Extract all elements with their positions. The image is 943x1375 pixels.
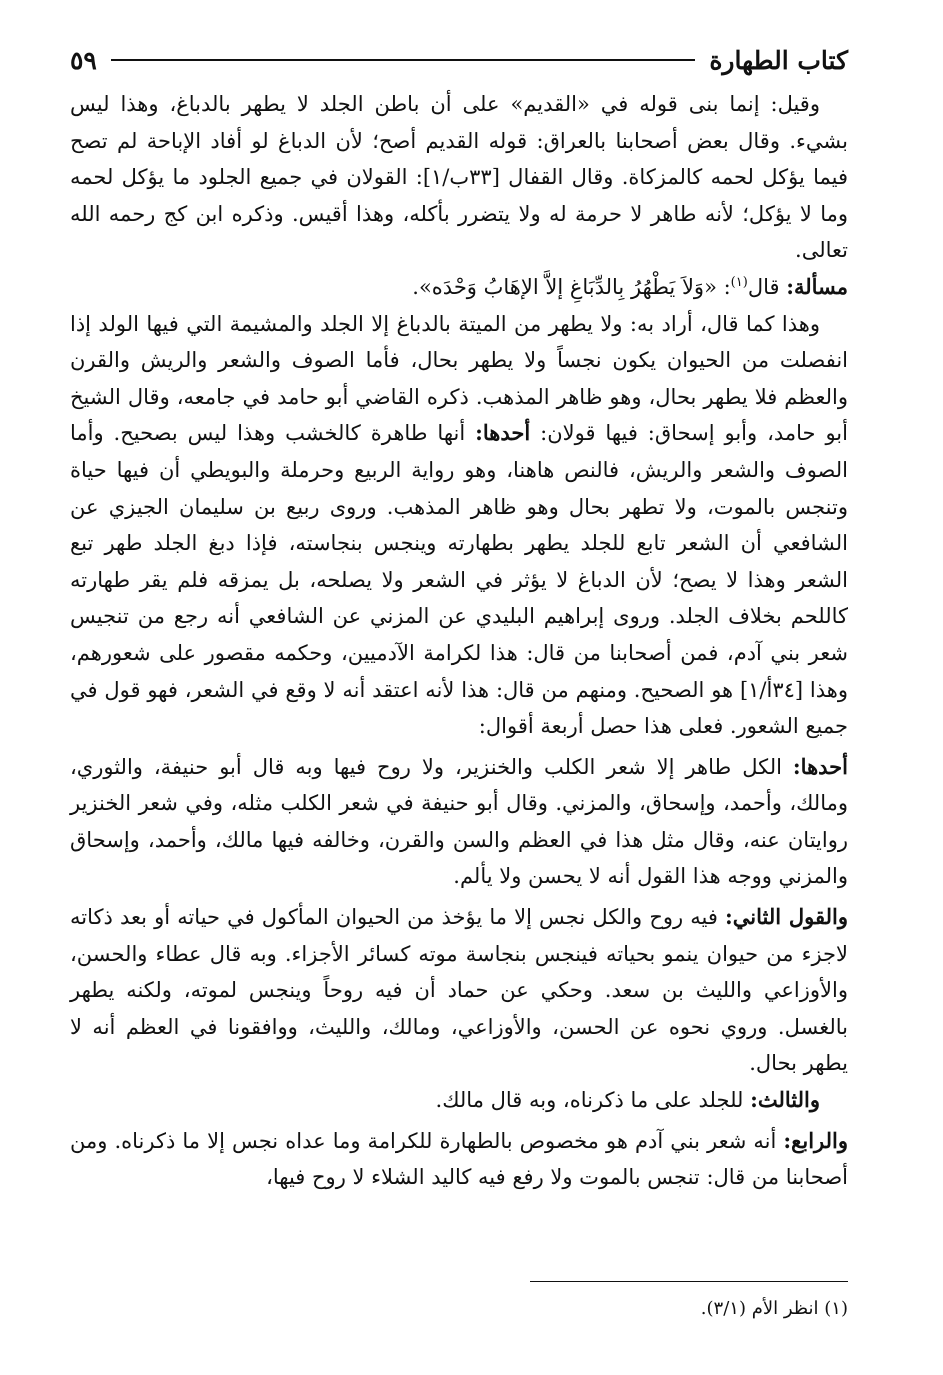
first-view-text: الكل طاهر إلا شعر الكلب والخنزير، ولا روح فيها وبه قال أبو حنيفة، والثوري، ومالك، وأحمد، وإسحاق، والمزني. وقال أبو حنيفة في شعر الكلب مثله، وفي شعر الخنزير روايتان عنه، وقال مثل هذا في العظم والسن والقرن، وخالفه فيها مالك، وأحمد، وإسحاق والمزني ووجه هذا القول أنه لا يحسن ولا يألم.: [70, 754, 848, 889]
running-title: كتاب الطهارة: [709, 45, 848, 75]
header-rule: [111, 59, 695, 61]
first-opinion-label: أحدها:: [475, 420, 531, 446]
fourth-view-label: والرابع:: [783, 1127, 848, 1153]
first-view-label: أحدها:: [792, 753, 848, 779]
paragraph-third-view: [70, 1082, 848, 1119]
second-view-label: والقول الثاني:: [725, 904, 848, 930]
body-text: [70, 86, 848, 1196]
footnote-ref: (١): [730, 274, 748, 290]
paragraph-3: [70, 306, 848, 745]
masala-intro: قال: [747, 274, 780, 299]
paragraph-3-text: وهذا كما قال، أراد به: ولا يطهر من الميتة بالدباغ إلا الجلد والمشيمة التي فيها الولد إذا انفصلت من الحيوان يكون نجساً ولا يطهر بحال، فأما الصوف والشعر والريش والقرن والعظم فلا يطهر بحال، وهو ظاهر المذهب. ذكره القاضي أبو حامد في جامعه، وقال الشيخ أبو حامد، وأبو إسحاق: فيها قولان:: [70, 311, 848, 446]
paragraph-fourth-view: [70, 1123, 848, 1196]
masala-quote: : «وَلاَ يَطْهُرُ بِالدِّبَاغِ إلاَّ الإهَابُ وَحْدَه».: [412, 274, 731, 299]
third-view-label: والثالث:: [750, 1087, 820, 1113]
paragraph-second-view: [70, 899, 848, 1082]
footnote-rule: [530, 1281, 848, 1282]
paragraph-first-view: [70, 749, 848, 895]
fourth-view-text: أنه شعر بني آدم هو مخصوص بالطهارة للكرامة وما عداه نجس إلا ما ذكرناه. ومن أصحابنا من قال: تنجس بالموت ولا رفع فيه كاليد الشلاء لا روح فيها،: [70, 1128, 848, 1190]
third-view-text: للجلد على ما ذكرناه، وبه قال مالك.: [435, 1088, 744, 1113]
paragraph-1: وقيل: إنما بنى قوله في «القديم» على أن باطن الجلد لا يطهر بالدباغ، وهذا ليس بشيء. وقال بعض أصحابنا بالعراق: قوله القديم أصح؛ لأن الدباغ لو أفاد الإباحة لم تصح فيما يؤكل لحمه كالمزكاة. وقال القفال [٣٣ب/١]: القولان في جميع الجلود ما يؤكل لحمه وما لا يؤكل؛ لأنه طاهر لا حرمة له ولا يتضرر بأكله، وهذا أقيس. وذكره ابن كج رحمه الله تعالى.: [70, 92, 848, 263]
masala-label: مسألة:: [786, 273, 848, 299]
page-number: ٥٩: [70, 45, 97, 75]
page-header: [70, 42, 848, 78]
paragraph-masala: [70, 269, 848, 306]
footnote: (١) انظر الأم (٣/١).: [700, 1298, 848, 1319]
paragraph-3-rest: أنها طاهرة كالخشب وهذا ليس بصحيح. وأما الصوف والشعر والريش، فالنص هاهنا، وهو رواية الربيع وحرملة والبويطي أن فيها حياة وتنجس بالموت، ولا تطهر بحال وهو ظاهر المذهب. وروى ربيع بن سليمان الجيزي عن الشافعي أن الشعر تابع للجلد يطهر بطهارته وينجس بنجاسته، فإذا دبغ الجلد طهر تبع الشعر وهذا لا يصح؛ لأن الدباغ لا يؤثر في الشعر ولا يصلحه، بل يمزقه فلم يقر طهارته كاللحم بخلاف الجلد. وروى إبراهيم البليدي عن المزني عن الشافعي أنه رجع من تنجيس شعر بني آدم، فمن أصحابنا من قال: هذا لكرامة الآدميين، وحكمه مقصور على شعورهم، وهذا [٣٤أ/١] هو الصحيح. ومنهم من قال: هذا لأنه اعتقد أنه لا وقع في الشعر، فهو قول في جميع الشعور. فعلى هذا حصل أربعة أقوال:: [70, 421, 848, 739]
second-view-text: فيه روح والكل نجس إلا ما يؤخذ من الحيوان المأكول في حياته أو بعد ذكاته لاجزء من حيوان ينمو بحياته فينجس بنجاسة موته كسائر الأجزاء. وبه قال عطاء والحسن، والأوزاعي والليث بن سعد. وحكي عن حماد أن فيه روحاً وينجس لموته، ولكنه يطهر بالغسل. وروي نحوه عن الحسن، والأوزاعي، ومالك، والليث، ووافقونا في العظم أنه لا يطهر بحال.: [70, 905, 848, 1076]
